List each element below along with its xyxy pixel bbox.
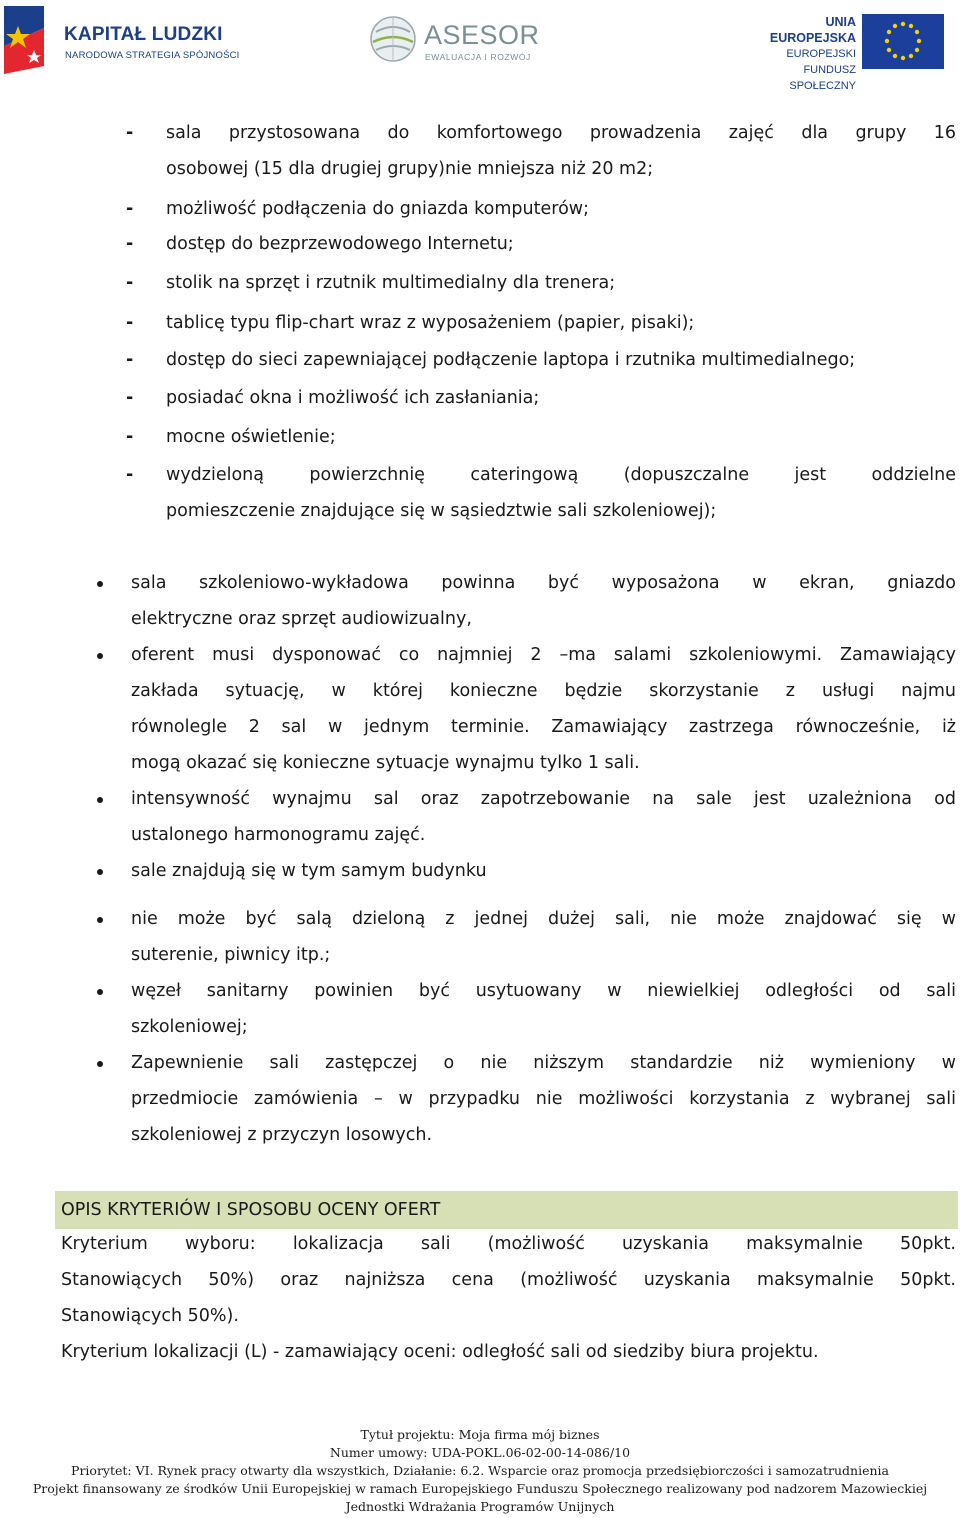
list-item-row: możliwość podłączenia do gniazda komputerów;	[166, 199, 589, 219]
list-item-text	[131, 637, 956, 781]
list-item-row: zakłada sytuację, w której konieczne będzie skorzystanie z usługi najmu	[131, 681, 956, 701]
list-item-row: przedmiocie zamówienia – w przypadku nie możliwości korzystania z wybranej sali	[131, 1089, 956, 1109]
bullet-marker	[97, 989, 103, 995]
list-item-row: dostęp do bezprzewodowego Internetu;	[166, 234, 514, 254]
list-item-text	[166, 115, 956, 187]
list-item-row: dostęp do sieci zapewniającej podłączenie laptopa i rzutnika multimedialnego;	[166, 350, 856, 370]
dash-marker: -	[126, 350, 134, 370]
dash-marker: -	[126, 234, 134, 254]
list-item	[0, 973, 960, 1045]
list-item	[0, 901, 960, 973]
paragraph-row: Kryterium wyboru: lokalizacja sali (możliwość uzyskania maksymalnie 50pkt.	[61, 1234, 956, 1254]
list-item-row: oferent musi dysponować co najmniej 2 –ma salami szkoleniowymi. Zamawiający	[131, 645, 956, 665]
list-item-row: równolegle 2 sal w jednym terminie. Zamawiający zastrzega równocześnie, iż	[131, 717, 956, 737]
list-item	[0, 637, 960, 781]
asesor-globe-icon	[368, 14, 418, 64]
list-item-text	[166, 305, 956, 341]
list-item-text	[131, 853, 956, 889]
list-item-row: stolik na sprzęt i rzutnik multimedialny dla trenera;	[166, 273, 616, 293]
list-item-text	[166, 457, 956, 529]
list-item-row: nie może być salą dzieloną z jednej dużej sali, nie może znajdować się w	[131, 909, 956, 929]
criteria-paragraph	[61, 1226, 956, 1334]
list-item-row: mogą okazać się konieczne sytuacje wynajmu tylko 1 sali.	[131, 753, 640, 773]
bullet-marker	[97, 869, 103, 875]
list-item-row: wydzieloną powierzchnię cateringową (dopuszczalne jest oddzielne	[166, 465, 956, 485]
eu-logo-text	[742, 14, 856, 94]
list-item	[0, 781, 960, 853]
list-item-text	[131, 565, 956, 637]
dash-marker: -	[126, 123, 134, 143]
list-item	[0, 1045, 960, 1153]
list-item-row: węzeł sanitarny powinien być usytuowany w niewielkiej odległości od sali	[131, 981, 956, 1001]
footer-funding-unit: Jednostki Wdrażania Programów Unijnych	[345, 1499, 615, 1514]
list-item-row: Zapewnienie sali zastępczej o nie niższym standardzie niż wymieniony w	[131, 1053, 956, 1073]
footer-contract-number: Numer umowy: UDA-POKL.06-02-00-14-086/10	[329, 1445, 631, 1460]
list-item-row: sala szkoleniowo-wykładowa powinna być wyposażona w ekran, gniazdo	[131, 573, 956, 593]
asesor-logo	[368, 10, 538, 72]
list-item	[0, 457, 960, 529]
section-heading-text: OPIS KRYTERIÓW I SPOSOBU OCENY OFERT	[61, 1200, 441, 1220]
bullet-marker	[97, 797, 103, 803]
paragraph-row: Kryterium lokalizacji (L) - zamawiający oceni: odległość sali od siedziby biura projektu.	[61, 1342, 819, 1362]
eu-logo-line1: UNIA EUROPEJSKA	[769, 15, 856, 45]
asesor-subtitle: EWALUACJA I ROZWÓJ	[425, 52, 531, 62]
list-item-text	[131, 781, 956, 853]
list-item-row: mocne oświetlenie;	[166, 427, 336, 447]
list-item-text	[131, 901, 956, 973]
bullet-marker	[97, 1061, 103, 1067]
list-item-row: sala przystosowana do komfortowego prowadzenia zajęć dla grupy 16	[166, 123, 956, 143]
eu-logo-line2: EUROPEJSKI	[786, 48, 856, 60]
eu-logo	[742, 14, 952, 92]
list-item-text	[131, 1045, 956, 1153]
dash-marker: -	[126, 465, 134, 485]
section-heading	[55, 1191, 958, 1229]
paragraph-row: Stanowiących 50%).	[61, 1306, 239, 1326]
dash-marker: -	[126, 199, 134, 219]
list-item-text	[166, 342, 956, 378]
location-criteria-paragraph	[61, 1334, 956, 1370]
list-item	[0, 565, 960, 637]
list-item-text	[131, 973, 956, 1045]
list-item-row: elektryczne oraz sprzęt audiowizualny,	[131, 609, 472, 629]
footer-priority: Priorytet: VI. Rynek pracy otwarty dla wszystkich, Działanie: 6.2. Wsparcie oraz promocja przedsiębiorczości i samozatrudnienia	[71, 1463, 889, 1478]
dash-marker: -	[126, 427, 134, 447]
kapital-ludzki-logo	[4, 6, 244, 76]
list-item-row: posiadać okna i możliwość ich zasłaniania;	[166, 388, 540, 408]
bullet-marker	[97, 917, 103, 923]
dash-marker: -	[126, 313, 134, 333]
list-item-row: intensywność wynajmu sal oraz zapotrzebowanie na sale jest uzależniona od	[131, 789, 956, 809]
list-item-text	[166, 191, 956, 227]
asesor-title: ASESOR	[424, 20, 540, 50]
list-item	[0, 115, 960, 187]
footer-project-title: Tytuł projektu: Moja firma mój biznes	[360, 1427, 600, 1442]
kapital-ludzki-title: KAPITAŁ LUDZKI	[64, 24, 223, 45]
list-item-row: osobowej (15 dla drugiej grupy)nie mniejsza niż 20 m2;	[166, 159, 654, 179]
list-item-row: suterenie, piwnicy itp.;	[131, 945, 331, 965]
list-item-row: ustalonego harmonogramu zajęć.	[131, 825, 426, 845]
list-item-row: pomieszczenie znajdujące się w sąsiedztwie sali szkoleniowej);	[166, 501, 717, 521]
eu-flag-icon	[862, 14, 944, 69]
list-item-text	[166, 380, 956, 416]
bullet-marker	[97, 581, 103, 587]
page-header	[0, 0, 960, 92]
dash-marker: -	[126, 388, 134, 408]
list-item-row: szkoleniowej;	[131, 1017, 248, 1037]
paragraph-row: Stanowiących 50%) oraz najniższa cena (możliwość uzyskania maksymalnie 50pkt.	[61, 1270, 956, 1290]
list-item-row: tablicę typu flip-chart wraz z wyposażeniem (papier, pisaki);	[166, 313, 695, 333]
footer-funding: Projekt finansowany ze środków Unii Europejskiej w ramach Europejskiego Funduszu Społecznego realizowany pod nadzorem Mazowieckiej	[32, 1481, 928, 1496]
list-item-text	[166, 265, 956, 301]
list-item-row: sale znajdują się w tym samym budynku	[131, 861, 487, 881]
dash-marker: -	[126, 273, 134, 293]
kapital-ludzki-subtitle: NARODOWA STRATEGIA SPÓJNOŚCI	[65, 50, 240, 61]
kapital-ludzki-emblem-icon	[4, 6, 52, 74]
list-item-text	[166, 226, 956, 262]
eu-logo-line3: FUNDUSZ SPOŁECZNY	[789, 64, 856, 92]
bullet-marker	[97, 653, 103, 659]
list-item-row: szkoleniowej z przyczyn losowych.	[131, 1125, 433, 1145]
list-item-text	[166, 419, 956, 455]
page-footer	[0, 1426, 960, 1516]
